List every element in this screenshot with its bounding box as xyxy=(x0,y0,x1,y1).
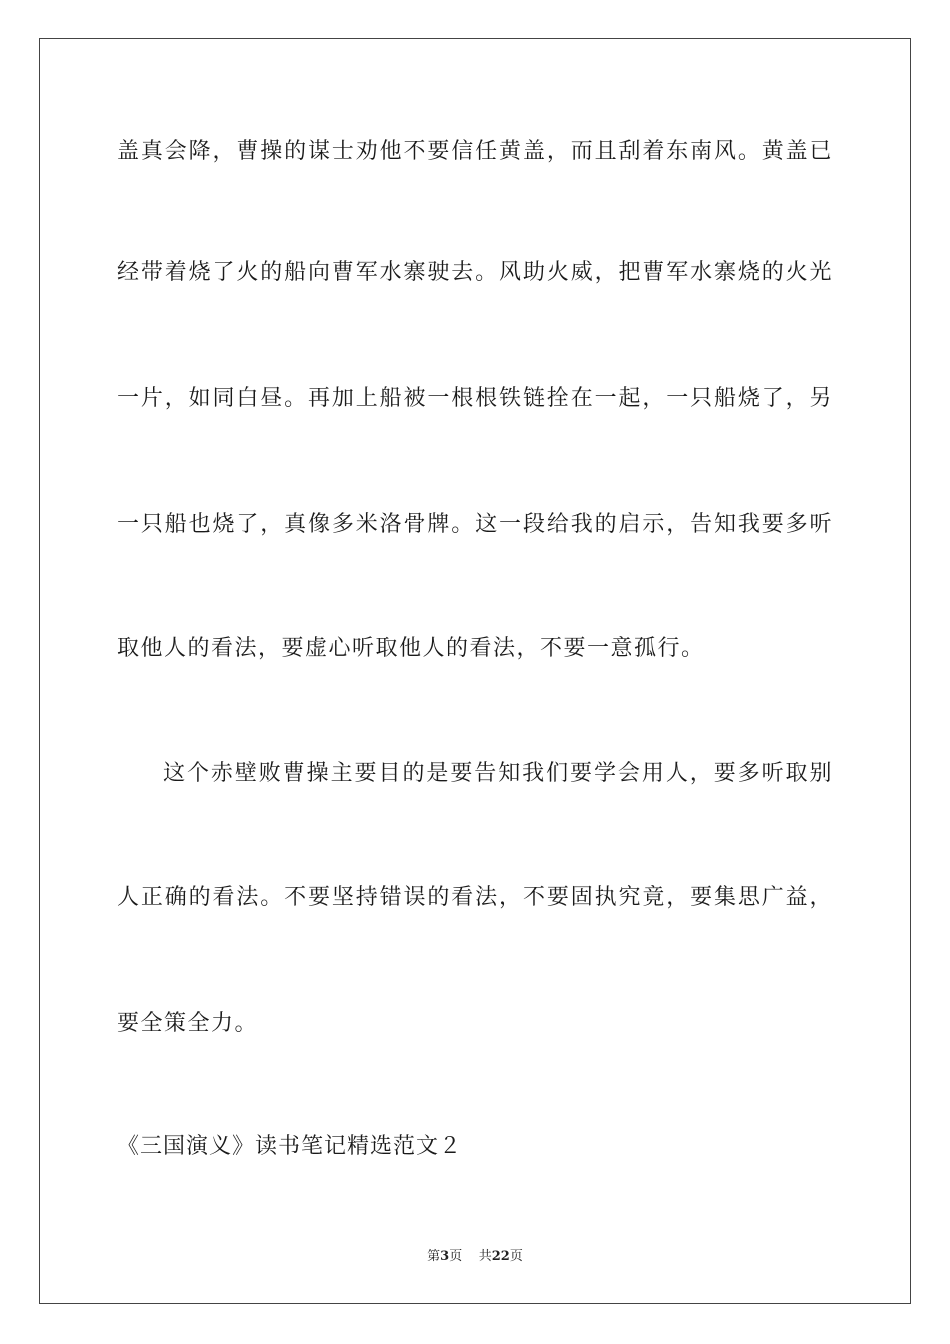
section-heading: 《三国演义》读书笔记精选范文２ xyxy=(117,1134,463,1159)
text-line: 盖真会降，曹操的谋士劝他不要信任黄盖，而且刮着东南风。黄盖已 xyxy=(117,139,833,164)
text-line: 一片，如同白昼。再加上船被一根根铁链拴在一起，一只船烧了，另 xyxy=(117,386,833,411)
page-label-prefix: 第 xyxy=(427,1249,441,1264)
text-line: 这个赤壁败曹操主要目的是要告知我们要学会用人，要多听取别 xyxy=(163,761,833,786)
total-label-prefix: 共 xyxy=(478,1249,492,1264)
page-label-suffix: 页 xyxy=(449,1249,463,1264)
total-pages: 22 xyxy=(491,1249,510,1264)
text-line: 人正确的看法。不要坚持错误的看法，不要固执究竟，要集思广益， xyxy=(117,885,833,910)
text-line: 经带着烧了火的船向曹军水寨驶去。风助火威，把曹军水寨烧的火光 xyxy=(117,260,833,285)
text-line: 要全策全力。 xyxy=(117,1011,259,1036)
page-number: 3 xyxy=(440,1249,450,1264)
page-border xyxy=(39,38,911,1304)
text-line: 一只船也烧了，真像多米洛骨牌。这一段给我的启示，告知我要多听 xyxy=(117,512,833,537)
page-footer xyxy=(0,1248,950,1266)
total-label-suffix: 页 xyxy=(509,1249,523,1264)
text-line: 取他人的看法，要虚心听取他人的看法，不要一意孤行。 xyxy=(117,636,705,661)
